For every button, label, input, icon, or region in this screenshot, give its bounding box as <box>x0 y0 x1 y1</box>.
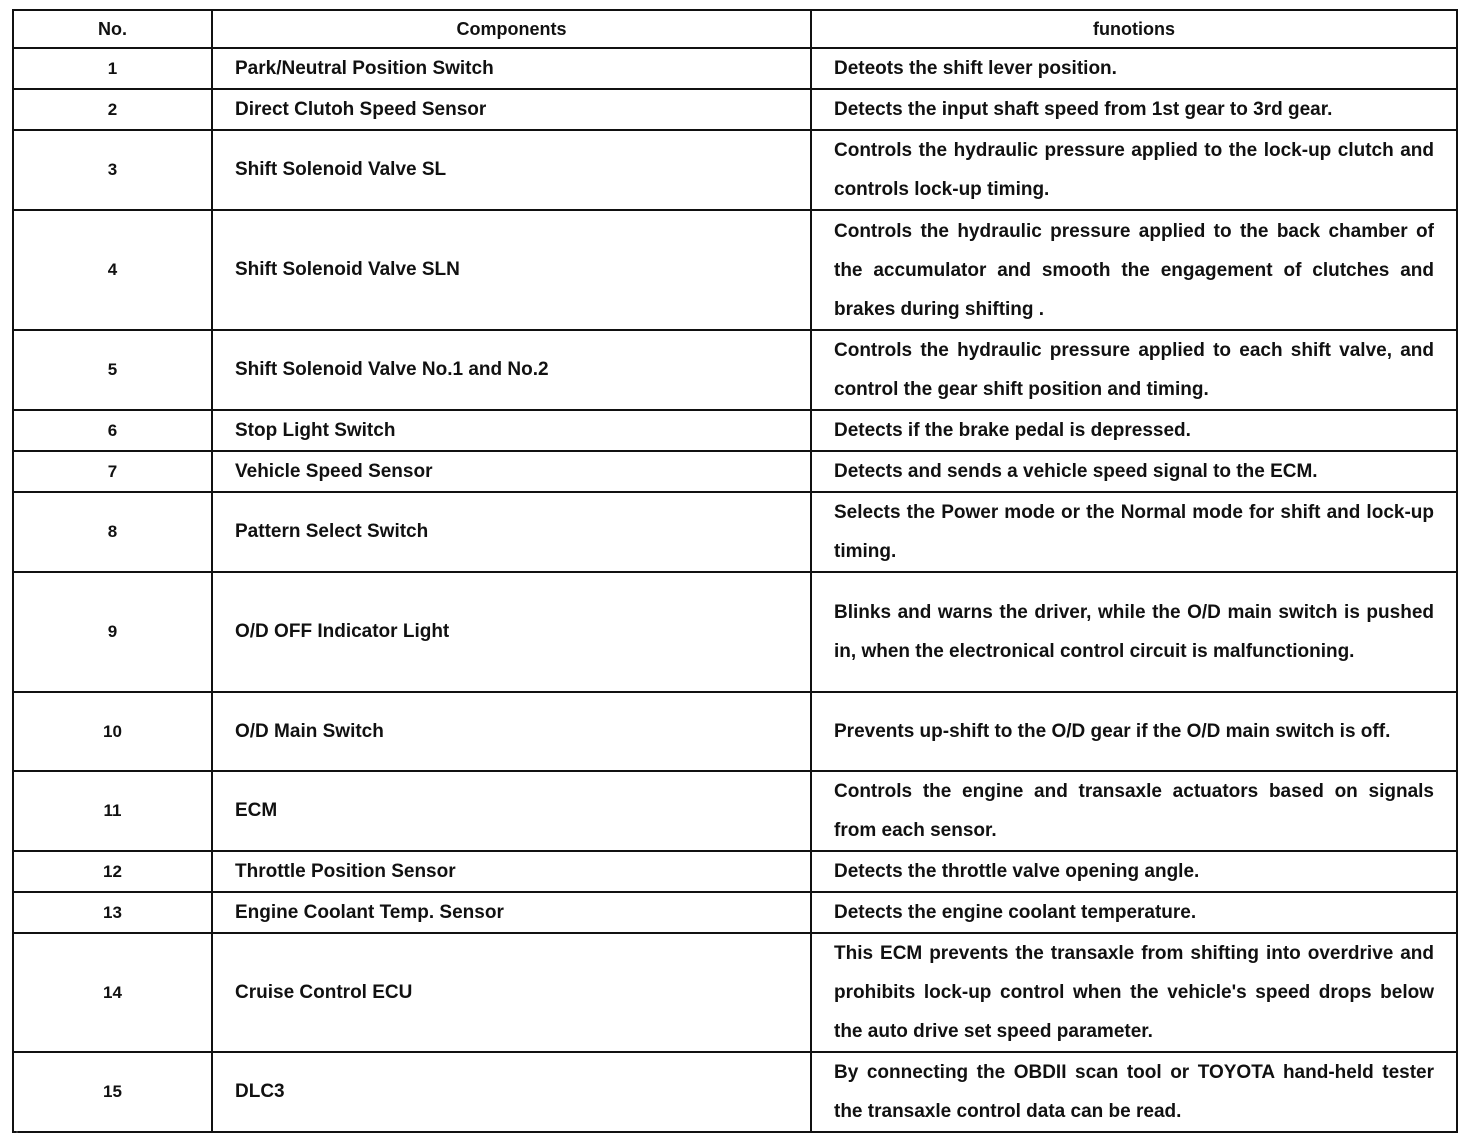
table-row <box>13 492 1457 572</box>
row-number: 13 <box>13 892 212 933</box>
component-function: Blinks and warns the driver, while the O/D main switch is pushed in, when the electronical control circuit is malfunctioning. <box>811 572 1457 692</box>
component-function: Controls the engine and transaxle actuators based on signals from each sensor. <box>811 771 1457 851</box>
table-row <box>13 851 1457 892</box>
row-number: 8 <box>13 492 212 572</box>
component-function: Deteots the shift lever position. <box>811 48 1457 89</box>
row-number: 3 <box>13 130 212 210</box>
table-row <box>13 210 1457 330</box>
component-function: This ECM prevents the transaxle from shifting into overdrive and prohibits lock-up control when the vehicle's speed drops below the auto drive set speed parameter. <box>811 933 1457 1052</box>
row-number: 4 <box>13 210 212 330</box>
component-name: Throttle Position Sensor <box>212 851 811 892</box>
header-no: No. <box>13 10 212 48</box>
component-function: Controls the hydraulic pressure applied to each shift valve, and control the gear shift position and timing. <box>811 330 1457 410</box>
row-number: 7 <box>13 451 212 492</box>
table-row <box>13 410 1457 451</box>
component-name: O/D OFF Indicator Light <box>212 572 811 692</box>
component-name: Vehicle Speed Sensor <box>212 451 811 492</box>
table-row <box>13 48 1457 89</box>
component-name: O/D Main Switch <box>212 692 811 771</box>
row-number: 12 <box>13 851 212 892</box>
row-number: 6 <box>13 410 212 451</box>
table-row <box>13 330 1457 410</box>
component-function: Controls the hydraulic pressure applied to the lock-up clutch and controls lock-up timing. <box>811 130 1457 210</box>
table-row <box>13 130 1457 210</box>
header-components: Components <box>212 10 811 48</box>
table-row <box>13 572 1457 692</box>
row-number: 2 <box>13 89 212 130</box>
component-function: Controls the hydraulic pressure applied to the back chamber of the accumulator and smooth the engagement of clutches and brakes during shifting . <box>811 210 1457 330</box>
component-name: DLC3 <box>212 1052 811 1132</box>
component-function: Detects the input shaft speed from 1st gear to 3rd gear. <box>811 89 1457 130</box>
header-functions: funotions <box>811 10 1457 48</box>
component-name: ECM <box>212 771 811 851</box>
table-row <box>13 1052 1457 1132</box>
component-name: Shift Solenoid Valve SL <box>212 130 811 210</box>
component-name: Cruise Control ECU <box>212 933 811 1052</box>
component-name: Pattern Select Switch <box>212 492 811 572</box>
table-row <box>13 451 1457 492</box>
table-row <box>13 89 1457 130</box>
component-function: Selects the Power mode or the Normal mode for shift and lock-up timing. <box>811 492 1457 572</box>
component-function: Detects the engine coolant temperature. <box>811 892 1457 933</box>
table-row <box>13 892 1457 933</box>
row-number: 14 <box>13 933 212 1052</box>
table-header-row <box>13 10 1457 48</box>
row-number: 9 <box>13 572 212 692</box>
component-function: By connecting the OBDII scan tool or TOYOTA hand-held tester the transaxle control data can be read. <box>811 1052 1457 1132</box>
row-number: 10 <box>13 692 212 771</box>
component-function: Detects if the brake pedal is depressed. <box>811 410 1457 451</box>
table-row <box>13 771 1457 851</box>
stray-mark <box>16 1131 18 1133</box>
component-function: Prevents up-shift to the O/D gear if the O/D main switch is off. <box>811 692 1457 771</box>
row-number: 15 <box>13 1052 212 1132</box>
component-function: Detects and sends a vehicle speed signal to the ECM. <box>811 451 1457 492</box>
component-name: Direct Clutoh Speed Sensor <box>212 89 811 130</box>
component-name: Stop Light Switch <box>212 410 811 451</box>
component-function: Detects the throttle valve opening angle. <box>811 851 1457 892</box>
row-number: 5 <box>13 330 212 410</box>
components-table <box>12 9 1458 1133</box>
component-name: Engine Coolant Temp. Sensor <box>212 892 811 933</box>
component-name: Shift Solenoid Valve No.1 and No.2 <box>212 330 811 410</box>
row-number: 11 <box>13 771 212 851</box>
table-row <box>13 692 1457 771</box>
component-name: Shift Solenoid Valve SLN <box>212 210 811 330</box>
component-name: Park/Neutral Position Switch <box>212 48 811 89</box>
table-row <box>13 933 1457 1052</box>
row-number: 1 <box>13 48 212 89</box>
